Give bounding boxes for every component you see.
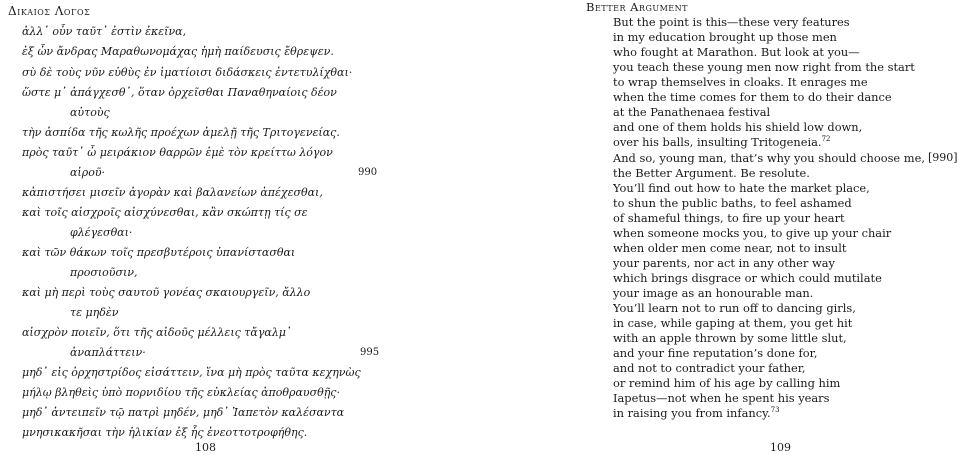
english-line: in case, while gaping at them, you get hit: [613, 316, 853, 330]
english-line: in my education brought up those men: [613, 30, 837, 44]
speaker-heading-english: Better Argument: [586, 0, 688, 14]
english-line: You’ll learn not to run off to dancing girls,: [613, 301, 856, 315]
left-page-greek: [0, 0, 480, 455]
greek-line: καὶ μὴ περὶ τοὺς σαυτοῦ γονέας σκαιουργεῖν, ἄλλο: [22, 286, 311, 299]
english-line-text: over his balls, insulting Tritogeneia.: [613, 135, 822, 149]
english-line: with an apple thrown by some little slut,: [613, 331, 847, 345]
english-line: Iapetus—not when he spent his years: [613, 391, 830, 405]
english-line: and one of them holds his shield low down,: [613, 120, 863, 134]
english-line: to shun the public baths, to feel ashamed: [613, 196, 852, 210]
speaker-heading-greek: Δικαιος Λογος: [8, 4, 91, 18]
greek-line: καὶ τοῖς αἰσχροῖς αἰσχύνεσθαι, κἂν σκώπτῃ τίς σε: [22, 206, 308, 219]
page-number-left: 108: [195, 441, 216, 454]
right-page-english: [480, 0, 962, 455]
greek-line: μήλῳ βληθεὶς ὑπὸ πορνιδίου τῆς εὐκλείας ἀποθραυσθῇς·: [22, 386, 340, 399]
english-line: which brings disgrace or which could mutilate: [613, 271, 882, 285]
english-line: when someone mocks you, to give up your chair: [613, 226, 892, 240]
english-line: [613, 135, 830, 149]
english-line: the Better Argument. Be resolute.: [613, 166, 810, 180]
english-line-text: in raising you from infancy.: [613, 406, 771, 420]
greek-line-continued: τε μηδὲν: [70, 306, 119, 319]
greek-line: αἰσχρὸν ποιεῖν, ὅτι τῆς αἰδοῦς μέλλεις τἄγαλμ᾽: [22, 326, 292, 339]
greek-line: ὥστε μ᾽ ἀπάγχεσθ᾽, ὅταν ὀρχεῖσθαι Παναθηναίοις δέον: [22, 86, 337, 99]
greek-line-number: 990: [358, 167, 378, 178]
english-line: when the time comes for them to do their dance: [613, 90, 892, 104]
line-reference-bracket: [990]: [928, 151, 958, 164]
page-number-right: 109: [770, 441, 791, 454]
greek-line: μηδ᾽ εἰς ὀρχηστρίδος εἰσάττειν, ἵνα μὴ πρὸς ταῦτα κεχηνὼς: [22, 366, 361, 379]
english-line: or remind him of his age by calling him: [613, 376, 841, 390]
greek-line-continued: προσιοῦσιν,: [70, 266, 138, 279]
greek-line: ἀλλ᾽ οὖν ταῦτ᾽ ἐστὶν ἐκεῖνα,: [22, 25, 187, 38]
greek-line: πρὸς ταῦτ᾽ ὦ μειράκιον θαρρῶν ἐμὲ τὸν κρείττω λόγον: [22, 146, 333, 159]
english-line: to wrap themselves in cloaks. It enrages me: [613, 75, 868, 89]
greek-line-number: 995: [360, 347, 380, 358]
greek-line-continued: αἱροῦ·: [70, 166, 106, 179]
english-line: and not to contradict your father,: [613, 361, 806, 375]
greek-line-continued: αὐτοὺς: [70, 106, 110, 119]
english-line: your image as an honourable man.: [613, 286, 814, 300]
english-line: your parents, nor act in any other way: [613, 256, 835, 270]
greek-line: καὶ τῶν θάκων τοῖς πρεσβυτέροις ὑπανίστασθαι: [22, 246, 296, 259]
english-line: at the Panathenaea festival: [613, 105, 771, 119]
english-line: who fought at Marathon. But look at you—: [613, 45, 860, 59]
english-line: when older men come near, not to insult: [613, 241, 847, 255]
greek-line-continued: ἀναπλάττειν·: [70, 346, 146, 359]
english-line: And so, young man, that’s why you should choose me,: [613, 151, 925, 165]
english-line: of shameful things, to fire up your heart: [613, 211, 845, 225]
english-line: and your fine reputation’s done for,: [613, 346, 818, 360]
greek-line: τὴν ἀσπίδα τῆς κωλῆς προέχων ἀμελῇ τῆς Τριτογενείας.: [22, 126, 340, 139]
greek-line: σὺ δὲ τοὺς νῦν εὐθὺς ἐν ἱματίοισι διδάσκεις ἐντετυλίχθαι·: [22, 66, 353, 79]
english-line: [613, 406, 780, 420]
footnote-ref[interactable]: 72: [821, 135, 831, 144]
english-line: You’ll find out how to hate the market place,: [613, 181, 870, 195]
greek-line: ἐξ ὧν ἄνδρας Μαραθωνομάχας ἡμὴ παίδευσις ἔθρεψεν.: [22, 45, 334, 58]
english-line: But the point is this—these very features: [613, 15, 850, 29]
greek-line: μηδ᾽ ἀντειπεῖν τῷ πατρὶ μηδέν, μηδ᾽ Ἰαπετὸν καλέσαντα: [22, 406, 345, 419]
greek-line: μνησικακῆσαι τὴν ἡλικίαν ἐξ ἧς ἐνεοττοτροφήθης.: [22, 426, 308, 439]
greek-line-continued: φλέγεσθαι·: [70, 226, 133, 239]
greek-line: κἀπιστήσει μισεῖν ἀγορὰν καὶ βαλανείων ἀπέχεσθαι,: [22, 186, 323, 199]
footnote-ref[interactable]: 73: [770, 406, 780, 415]
english-line: you teach these young men now right from the start: [613, 60, 915, 74]
